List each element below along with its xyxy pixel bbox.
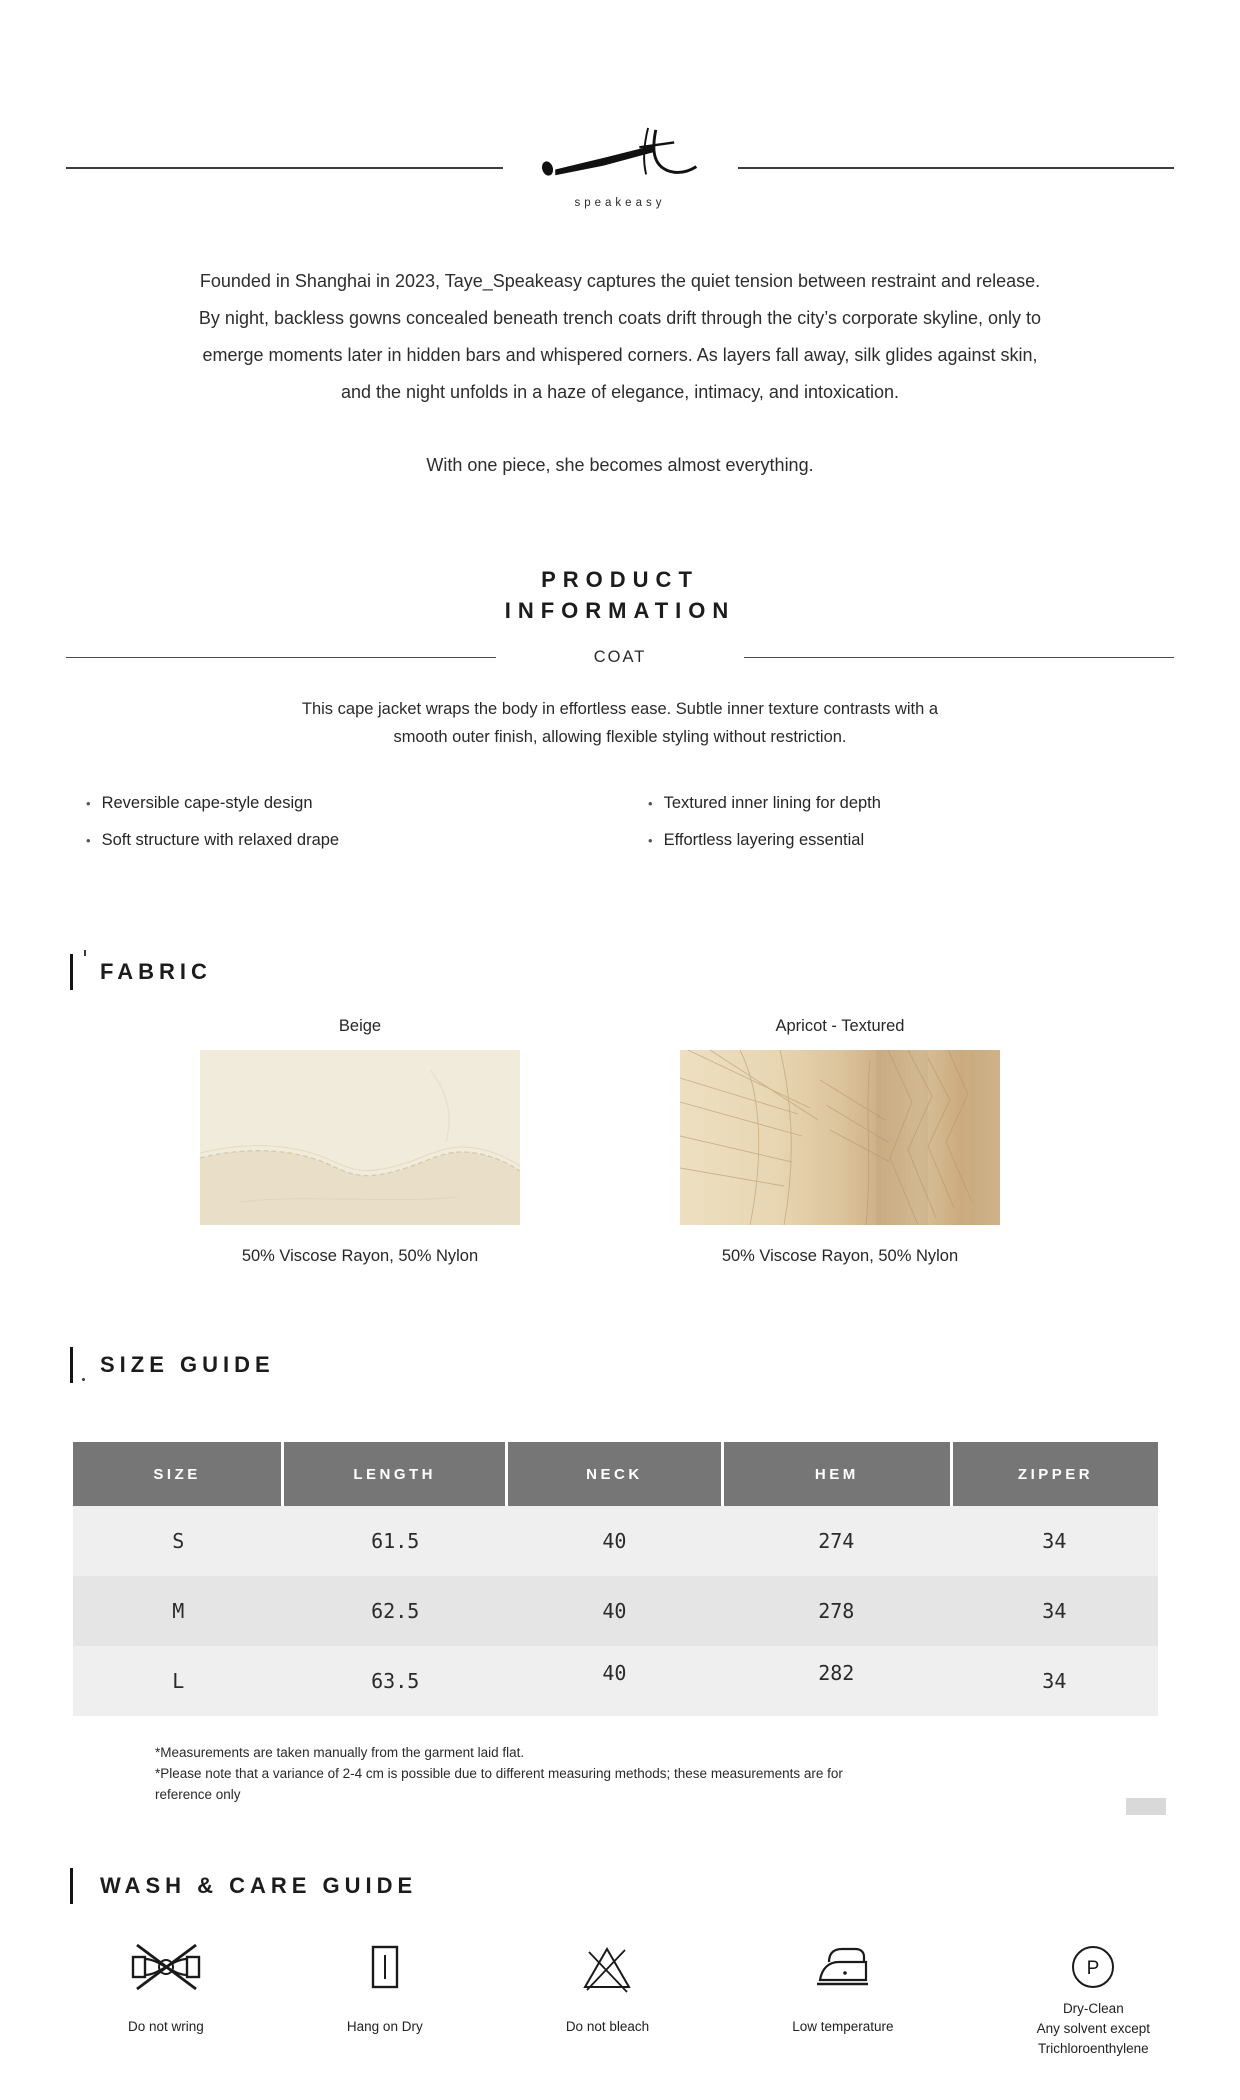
size-guide-table [73, 1442, 1158, 1716]
care-symbol-row [0, 1941, 1240, 2059]
section-bar [70, 1868, 73, 1904]
care-label: Hang on Dry [346, 2019, 423, 2034]
do-not-bleach-icon [578, 1941, 636, 1993]
bullet-icon: • [86, 796, 91, 811]
size-cell: M [172, 1599, 185, 1623]
svg-text:P: P [1086, 1958, 1100, 1979]
brand-logo [533, 126, 708, 209]
feature-item [648, 793, 1240, 814]
calligraphic-sword-stroke-icon [533, 126, 708, 184]
brand-wordmark: speakeasy [574, 197, 666, 209]
fabric-swatches [0, 1017, 1240, 1266]
care-label: Do not bleach [565, 2019, 650, 2034]
size-cell: L [172, 1669, 185, 1693]
care-item [347, 1941, 423, 2059]
size-cell: S [172, 1529, 185, 1553]
fabric-swatch-beige [200, 1017, 520, 1266]
length-cell: 63.5 [371, 1669, 420, 1693]
dry-clean-p-icon [1069, 1941, 1117, 1993]
feature-item [86, 793, 648, 814]
column-header: ZIPPER [953, 1442, 1158, 1506]
category-rule-right [744, 657, 1174, 659]
description-line: This cape jacket wraps the body in effortless ease. Subtle inner texture contrasts with a [301, 700, 939, 718]
column-header: LENGTH [284, 1442, 505, 1506]
table-row [73, 1506, 1158, 1576]
product-category: COAT [593, 648, 647, 666]
intro-line: emerge moments later in hidden bars and whispered corners. As layers fall away, silk glides against skin, [202, 345, 1038, 365]
header-rule-left [66, 167, 503, 169]
zipper-cell: 34 [1042, 1669, 1067, 1693]
fabric-swatch-apricot [680, 1017, 1000, 1266]
swatch-name: Apricot - Textured [775, 1017, 905, 1035]
feature-label: Effortless layering essential [663, 831, 865, 849]
care-section-heading [0, 1867, 1240, 1905]
hem-cell: 282 [818, 1661, 855, 1685]
care-item [566, 1941, 649, 2059]
bullet-icon: • [86, 833, 91, 848]
category-rule-left [66, 657, 496, 659]
care-heading-label: WASH & CARE GUIDE [100, 1873, 418, 1898]
product-description [0, 695, 1240, 751]
zipper-cell: 34 [1042, 1599, 1067, 1623]
fabric-section-heading [0, 953, 1240, 991]
section-bar [70, 954, 73, 990]
bullet-icon: • [648, 833, 653, 848]
length-cell: 62.5 [371, 1599, 420, 1623]
size-guide-section-heading [0, 1346, 1240, 1384]
column-header: HEM [724, 1442, 950, 1506]
iron-low-temperature-icon [814, 1941, 872, 1993]
intro-line: Founded in Shanghai in 2023, Taye_Speakeasy captures the quiet tension between restraint and release. [199, 271, 1041, 291]
care-label-line: Dry-Clean [1062, 2001, 1124, 2016]
product-heading-line1: PRODUCT [541, 567, 699, 592]
neck-cell: 40 [602, 1599, 627, 1623]
note-line: *Please note that a variance of 2-4 cm is possible due to different measuring methods; these measurements are for [155, 1766, 843, 1781]
column-header: NECK [508, 1442, 720, 1506]
feature-label: Soft structure with relaxed drape [101, 831, 340, 849]
product-information-heading [0, 564, 1240, 626]
care-label-line: Trichloroenthylene [1038, 2041, 1149, 2056]
care-item [1037, 1941, 1150, 2059]
intro-line: By night, backless gowns concealed beneath trench coats drift through the city’s corporate skyline, only to [198, 308, 1042, 328]
description-line: smooth outer finish, allowing flexible styling without restriction. [393, 728, 847, 746]
length-cell: 61.5 [371, 1529, 420, 1553]
care-label: Do not wring [128, 2019, 204, 2034]
care-label-line: Any solvent except [1036, 2021, 1150, 2036]
hem-cell: 278 [818, 1599, 855, 1623]
feature-list [0, 793, 1240, 851]
note-line: reference only [155, 1787, 241, 1802]
category-divider [0, 648, 1240, 667]
table-header-row [73, 1442, 1158, 1506]
intro-line: and the night unfolds in a haze of elegance, intimacy, and intoxication. [340, 382, 900, 402]
fabric-swatch-apricot-image [680, 1050, 1000, 1225]
column-header: SIZE [73, 1442, 281, 1506]
swatch-name: Beige [338, 1017, 382, 1035]
hang-on-dry-icon [365, 1941, 405, 1993]
note-line: *Measurements are taken manually from the garment laid flat. [155, 1745, 525, 1760]
hem-cell: 274 [818, 1529, 855, 1553]
brand-intro-paragraph [0, 263, 1240, 411]
swatch-composition: 50% Viscose Rayon, 50% Nylon [721, 1247, 959, 1265]
scrollbar-artifact [1126, 1798, 1166, 1815]
feature-label: Reversible cape-style design [101, 794, 313, 812]
zipper-cell: 34 [1042, 1529, 1067, 1553]
product-heading-line2: INFORMATION [504, 598, 736, 623]
fabric-heading-label: FABRIC [100, 959, 212, 984]
swatch-composition: 50% Viscose Rayon, 50% Nylon [241, 1247, 479, 1265]
table-row [73, 1576, 1158, 1646]
brand-header [0, 126, 1240, 209]
measurement-notes [155, 1742, 1240, 1805]
care-label [1037, 1999, 1150, 2059]
feature-label: Textured inner lining for depth [663, 794, 881, 812]
brand-tagline: With one piece, she becomes almost everything. [426, 455, 814, 475]
care-item [128, 1941, 204, 2059]
size-guide-heading-label: SIZE GUIDE [100, 1352, 275, 1377]
table-row [73, 1646, 1158, 1716]
care-item [792, 1941, 893, 2059]
fabric-swatch-beige-image [200, 1050, 520, 1225]
section-bar [70, 1347, 73, 1383]
bullet-icon: • [648, 796, 653, 811]
feature-item [86, 830, 648, 851]
do-not-wring-icon [129, 1941, 203, 1993]
neck-cell: 40 [602, 1529, 627, 1553]
care-label: Low temperature [792, 2019, 894, 2034]
header-rule-right [738, 167, 1175, 169]
feature-item [648, 830, 1240, 851]
neck-cell: 40 [602, 1661, 627, 1685]
